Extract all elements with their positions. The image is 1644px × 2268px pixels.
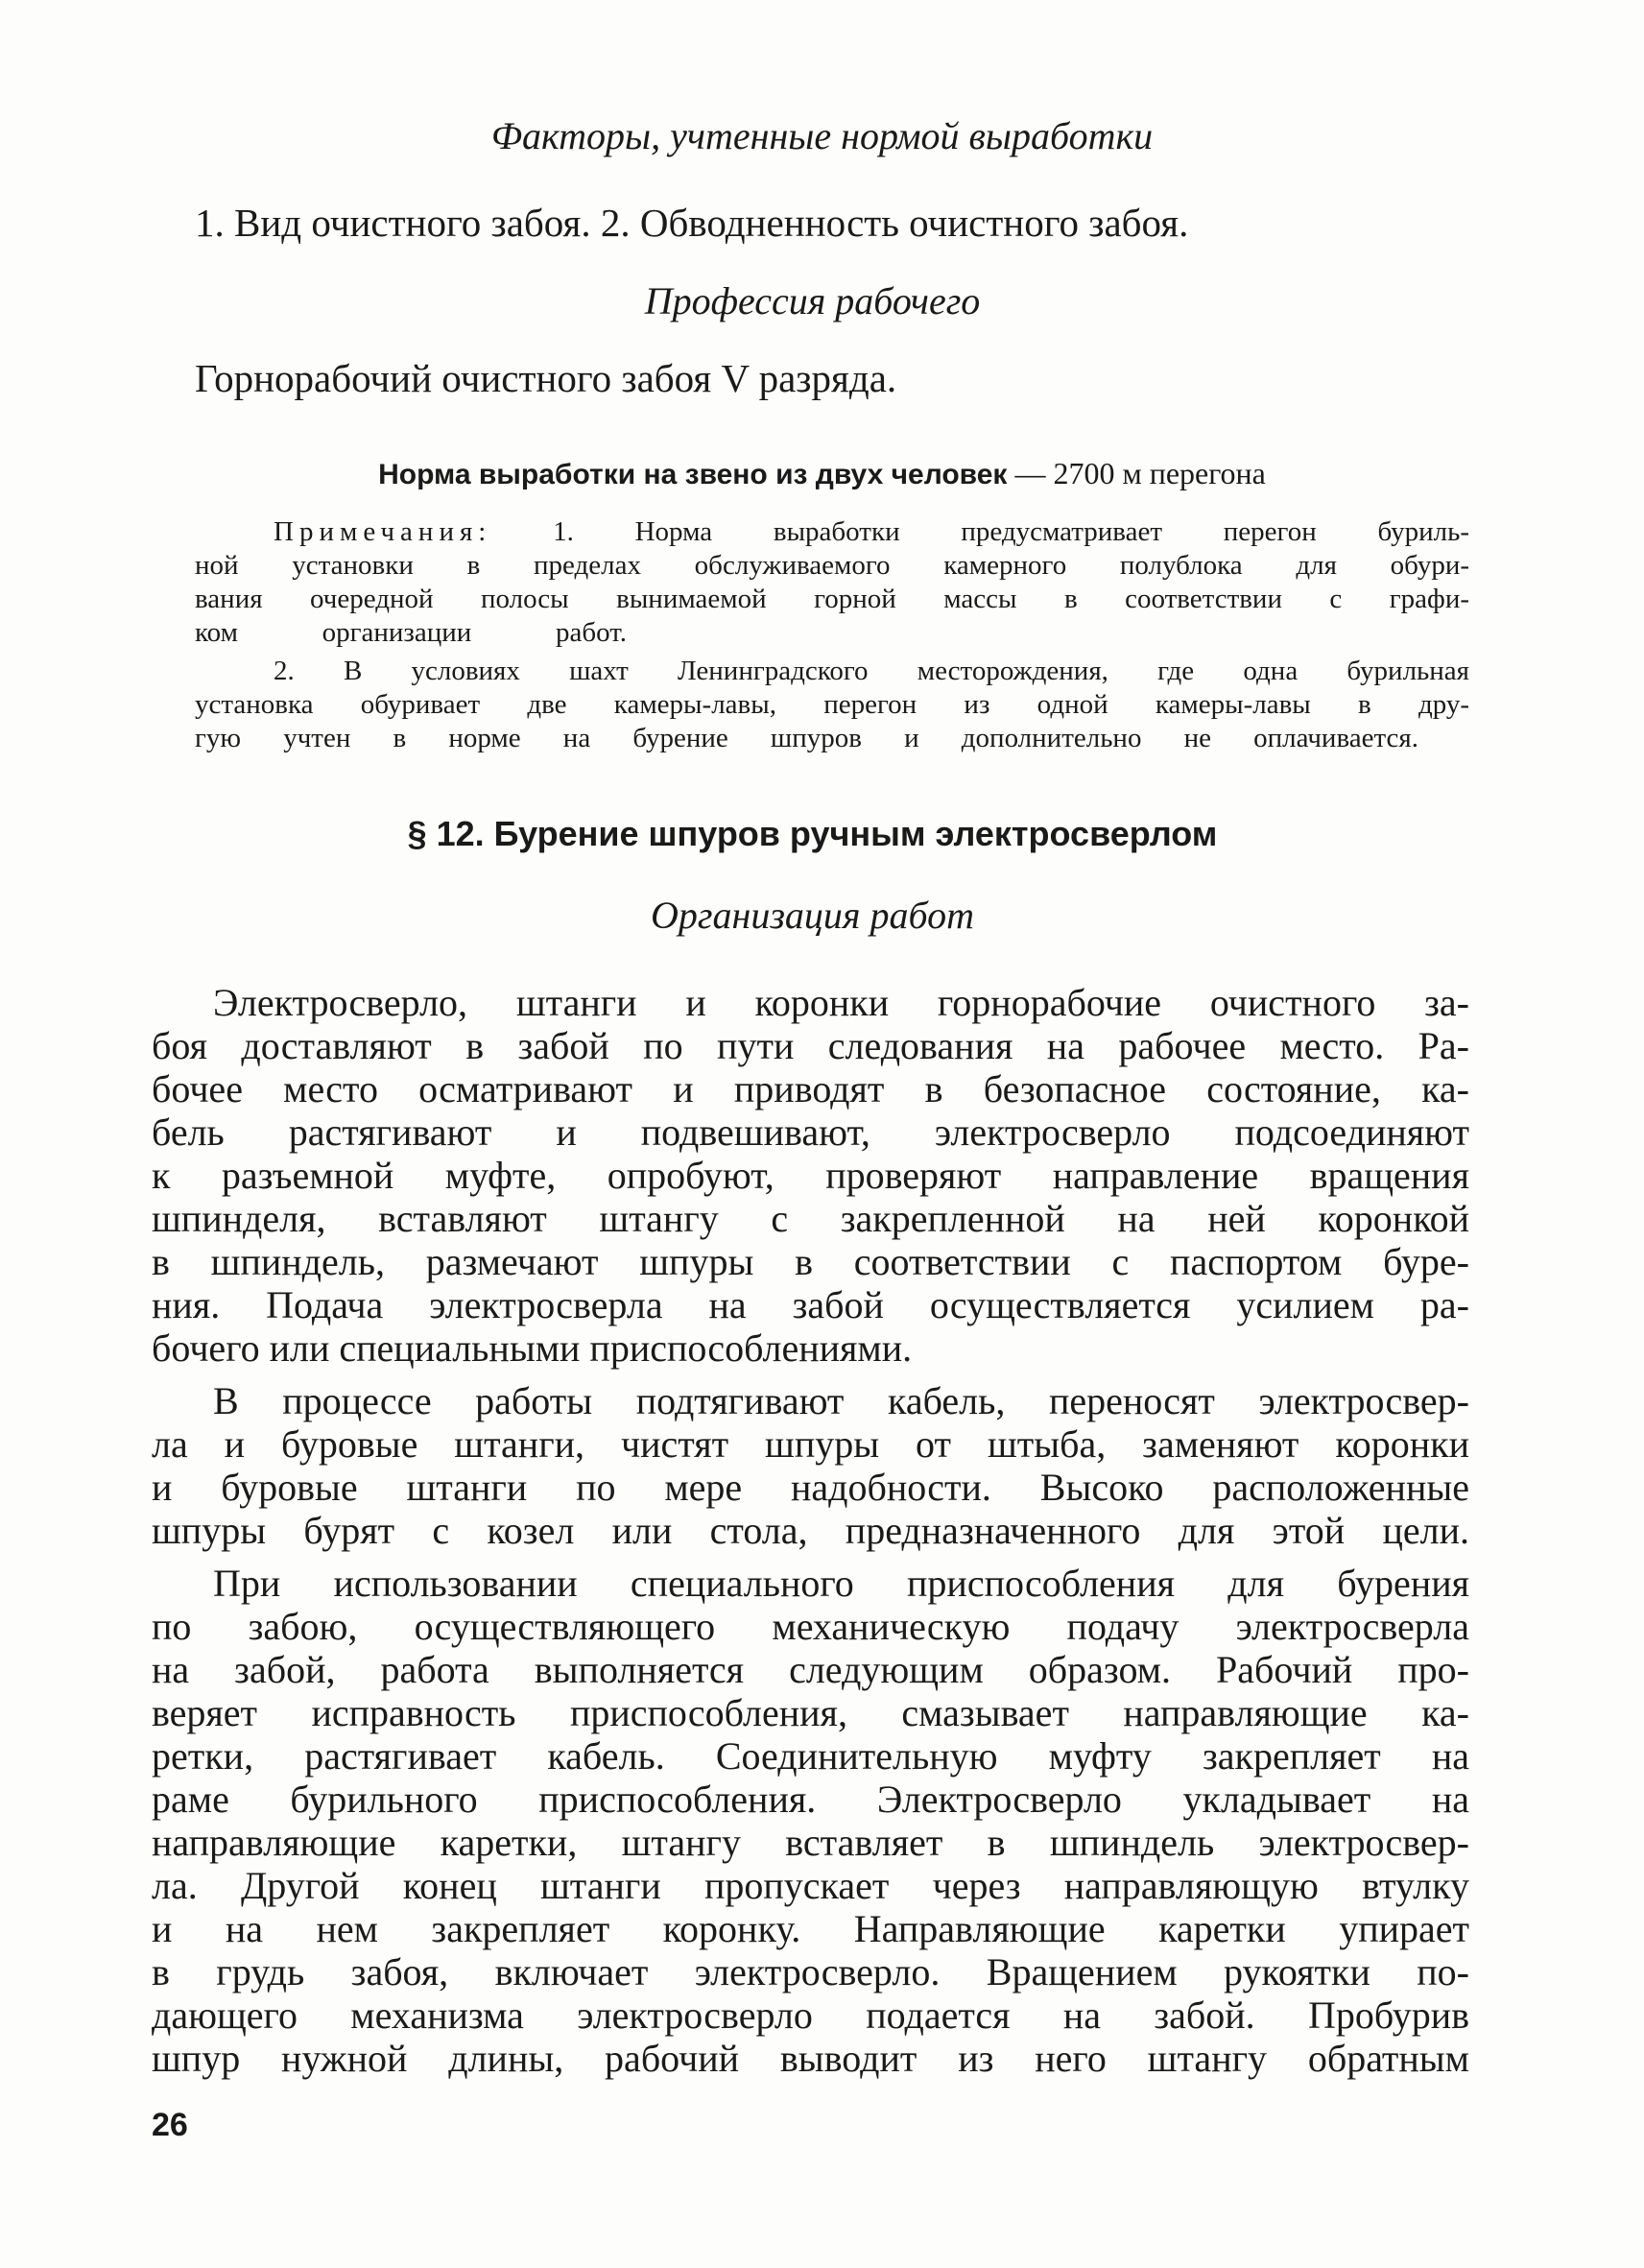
text-line: В процессе работы подтягивают кабель, переносят электросвер-: [213, 1379, 1469, 1422]
note-line: Примечания: 1. Норма выработки предусматривает перегон буриль-: [274, 516, 1469, 547]
text-line: веряет исправность приспособления, смазывает направляющие ка-: [152, 1691, 1469, 1734]
profession-heading: Профессия рабочего: [644, 279, 981, 322]
text-line: дающего механизма электросверло подается на забой. Пробурив: [152, 1993, 1469, 2037]
text-line: по забою, осуществляющего механическую подачу электросверла: [152, 1605, 1469, 1648]
text-line: ла. Другой конец штанги пропускает через направляющую втулку: [152, 1864, 1469, 1907]
text-line: ла и буровые штанги, чистят шпуры от штыба, заменяют коронки: [152, 1422, 1469, 1466]
note-line: установка обуривает две камеры-лавы, перегон из одной камеры-лавы в дру-: [195, 689, 1469, 720]
text-line: на забой, работа выполняется следующим образом. Рабочий про-: [152, 1648, 1469, 1691]
text-line: бель растягивают и подвешивают, электросверло подсоединяют: [152, 1110, 1469, 1154]
note-line: вания очередной полосы вынимаемой горной массы в соответствии с графи-: [195, 584, 1469, 614]
text-line: к разъемной муфте, опробуют, проверяют направление вращения: [152, 1154, 1469, 1197]
page-number: 26: [152, 2107, 188, 2143]
text-line: ретки, растягивает кабель. Соединительную муфту закрепляет на: [152, 1734, 1469, 1778]
note-line: гую учтен в норме на бурение шпуров и дополнительно не оплачивается.: [195, 723, 1418, 753]
text-line: При использовании специального приспособления для бурения: [213, 1562, 1469, 1605]
text-line: и на нем закрепляет коронку. Направляющие каретки упирает: [152, 1907, 1469, 1950]
text-line: и буровые штанги по мере надобности. Высоко расположенные: [152, 1466, 1469, 1509]
note-line: ной установки в пределах обслуживаемого камерного полублока для обури-: [195, 550, 1469, 581]
section-subheading: Организация работ: [650, 894, 974, 937]
text-line: раме бурильного приспособления. Электросверло укладывает на: [152, 1778, 1469, 1821]
text-line: Электросверло, штанги и коронки горнорабочие очистного за-: [213, 981, 1469, 1024]
section-title: § 12. Бурение шпуров ручным электросверлом: [407, 814, 1218, 853]
text-line: в грудь забоя, включает электросверло. Вращением рукоятки по-: [152, 1950, 1469, 1993]
factors-heading: Факторы, учтенные нормой выработки: [490, 114, 1154, 157]
notes-label: Примечания:: [274, 516, 492, 547]
norm-label: Норма выработки на звено из двух человек: [378, 459, 1008, 490]
norm-value: — 2700 м перегона: [1014, 456, 1266, 490]
note-line: ком организации работ.: [195, 617, 627, 648]
text-line: бочее место осматривают и приводят в безопасное состояние, ка-: [152, 1067, 1469, 1110]
text-line: бочего или специальными приспособлениями.: [152, 1326, 913, 1370]
text-line: шпинделя, вставляют штангу с закрепленной на ней коронкой: [152, 1197, 1469, 1240]
text-line: шпуры бурят с козел или стола, предназначенного для этой цели.: [152, 1509, 1469, 1552]
text-line: в шпиндель, размечают шпуры в соответствии с паспортом буре-: [152, 1240, 1469, 1283]
note-line: 2. В условиях шахт Ленинградского месторождения, где одна бурильная: [274, 656, 1469, 686]
profession-text: Горнорабочий очистного забоя V разряда.: [195, 356, 897, 400]
text-line: шпур нужной длины, рабочий выводит из него штангу обратным: [152, 2037, 1469, 2080]
factors-text: 1. Вид очистного забоя. 2. Обводненность очистного забоя.: [195, 201, 1189, 245]
text-line: ния. Подача электросверла на забой осуществляется усилием ра-: [152, 1283, 1469, 1326]
text-line: направляющие каретки, штангу вставляет в шпиндель электросвер-: [152, 1821, 1469, 1864]
norm-line: [0, 456, 1644, 491]
text-line: боя доставляют в забой по пути следования на рабочее место. Ра-: [152, 1024, 1469, 1067]
